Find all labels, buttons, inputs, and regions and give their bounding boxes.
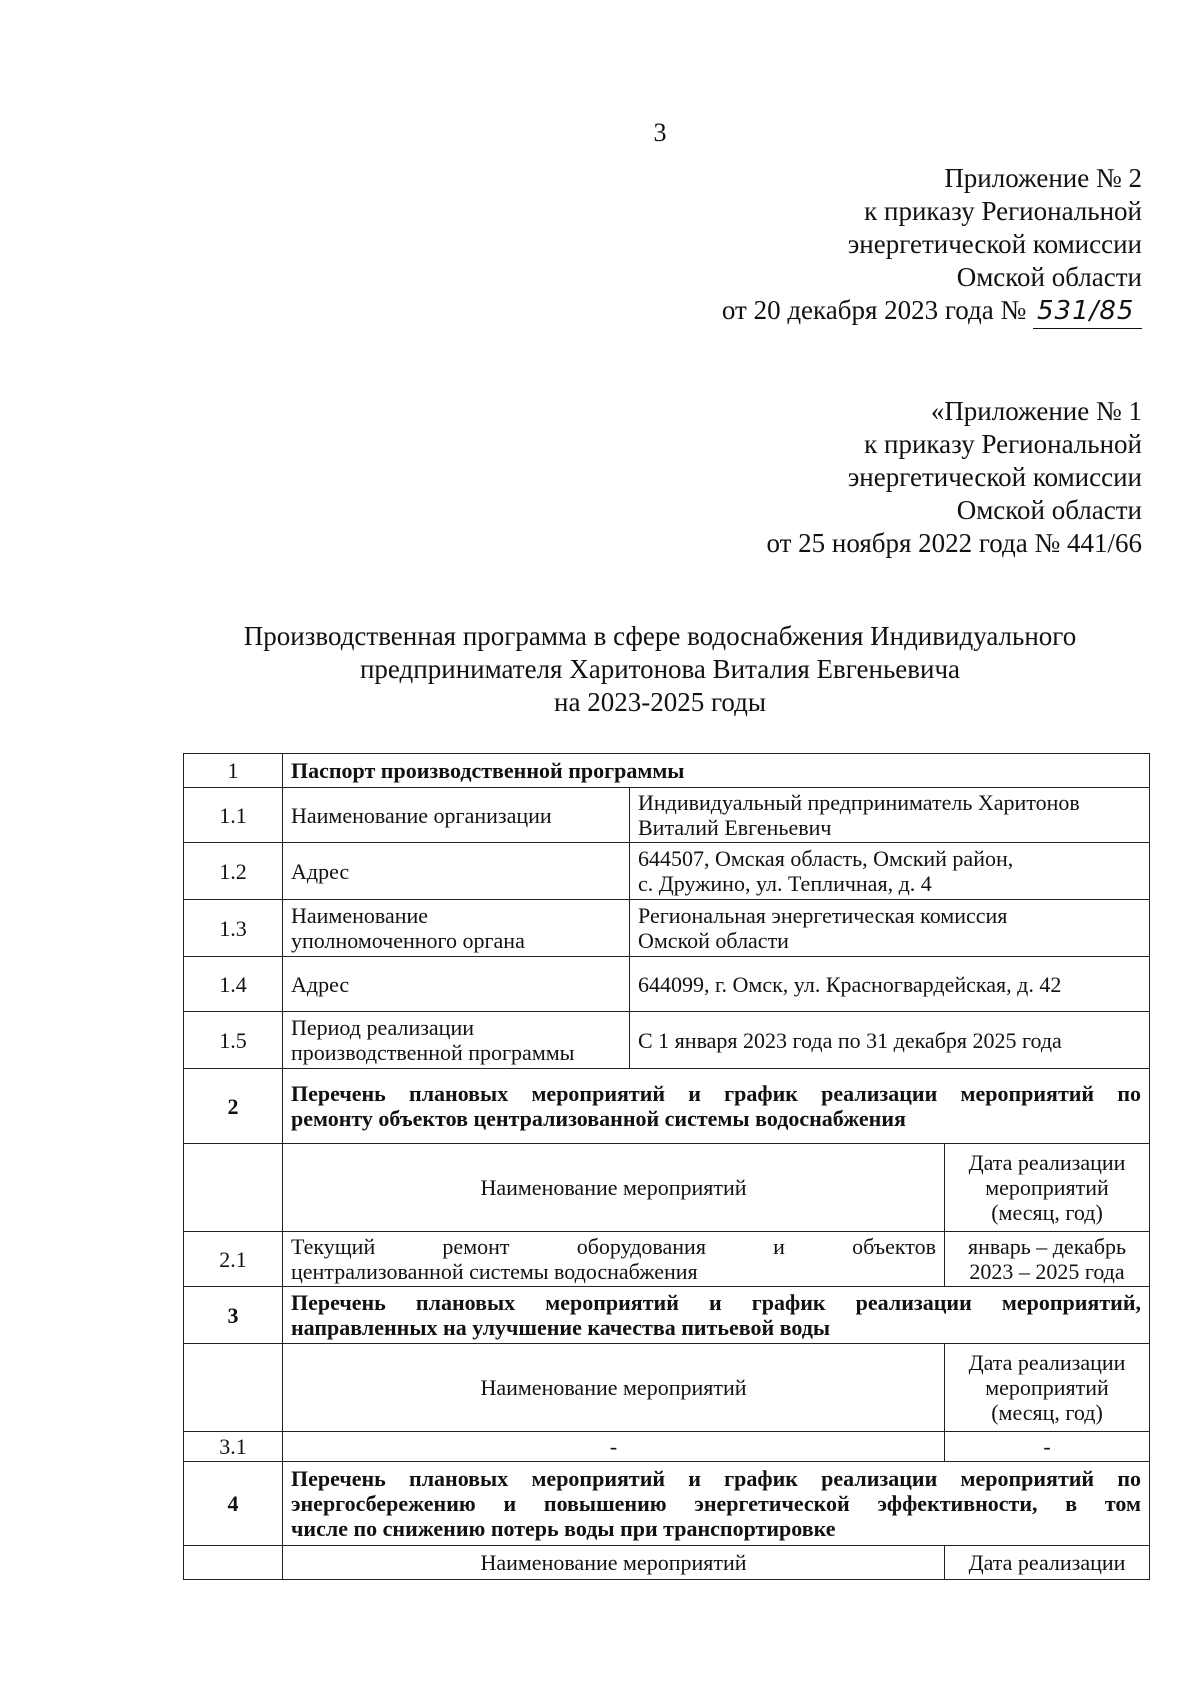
row-value: 644099, г. Омск, ул. Красногвардейская, д. 42 <box>630 957 1150 1012</box>
empty-cell <box>184 1144 283 1232</box>
title-line: Перечень плановых мероприятий и график реализации мероприятий, <box>291 1290 1141 1315</box>
row-value <box>630 900 1150 957</box>
table-row <box>184 1432 1150 1462</box>
section-number: 3 <box>184 1287 283 1344</box>
empty-cell <box>184 1546 283 1580</box>
title-line: числе по снижению потерь воды при транспортировке <box>291 1516 836 1541</box>
annex-prev-date: от 25 ноября 2022 года № 441/66 <box>766 528 1142 558</box>
section-title <box>283 1287 1150 1344</box>
section-title <box>283 1069 1150 1144</box>
section-row-1 <box>184 754 1150 788</box>
table-row <box>184 900 1150 957</box>
label-line: Период реализации <box>291 1015 475 1040</box>
label-line: производственной программы <box>291 1040 575 1065</box>
value-line: Региональная энергетическая комиссия <box>638 903 1008 928</box>
value-line: Индивидуальный предприниматель Харитонов <box>638 790 1080 815</box>
row-label <box>283 1012 630 1069</box>
row-value <box>630 788 1150 843</box>
column-header-name: Наименование мероприятий <box>283 1344 945 1432</box>
title-line-2: предпринимателя Харитонова Виталия Евгеньевича <box>359 654 961 684</box>
column-header-date <box>945 1144 1150 1232</box>
row-label: Адрес <box>283 843 630 900</box>
annex-prev-region: Омской области <box>956 495 1142 525</box>
row-label: Адрес <box>283 957 630 1012</box>
table-row <box>184 843 1150 900</box>
section-title <box>283 1462 1150 1546</box>
title-line: Перечень плановых мероприятий и график реализации мероприятий по <box>291 1081 1141 1106</box>
column-header-date <box>945 1344 1150 1432</box>
annex-prev-commission: энергетической комиссии <box>847 462 1142 492</box>
value-line: 644507, Омская область, Омский район, <box>638 846 1014 871</box>
title-line-3: на 2023-2025 годы <box>554 687 766 717</box>
text-line: централизованной системы водоснабжения <box>291 1259 698 1284</box>
header-line: Дата реализации <box>968 1350 1126 1375</box>
value-line: с. Дружино, ул. Тепличная, д. 4 <box>638 871 932 896</box>
handwritten-order-number: 531/85 <box>1033 295 1142 329</box>
label-line: уполномоченного органа <box>291 928 525 953</box>
activity-date: - <box>945 1432 1150 1462</box>
row-label <box>283 900 630 957</box>
row-number: 1.4 <box>184 957 283 1012</box>
column-header-row <box>184 1546 1150 1580</box>
table-row <box>184 1012 1150 1069</box>
annex-current-heading <box>722 162 1142 329</box>
annex-prev-title: «Приложение № 1 <box>930 396 1142 426</box>
section-row-2 <box>184 1069 1150 1144</box>
row-number: 1.2 <box>184 843 283 900</box>
empty-cell <box>184 1344 283 1432</box>
header-line: (месяц, год) <box>991 1200 1103 1225</box>
row-number: 3.1 <box>184 1432 283 1462</box>
title-line: ремонту объектов централизованной системы водоснабжения <box>291 1106 906 1131</box>
annex-commission: энергетической комиссии <box>847 229 1142 259</box>
annex-date: от 20 декабря 2023 года № <box>721 295 1027 325</box>
title-line-1: Производственная программа в сфере водоснабжения Индивидуального <box>243 621 1077 651</box>
activity-text <box>283 1232 945 1287</box>
date-line: январь – декабрь <box>967 1234 1127 1259</box>
activity-text: - <box>283 1432 945 1462</box>
value-line: Виталий Евгеньевич <box>638 815 832 840</box>
table-row <box>184 1232 1150 1287</box>
activity-date <box>945 1232 1150 1287</box>
annex-region: Омской области <box>956 262 1142 292</box>
annex-date-line <box>722 294 1142 329</box>
section-title: Паспорт производственной программы <box>283 754 1150 788</box>
page-number: 3 <box>653 118 667 147</box>
table-row <box>184 788 1150 843</box>
row-number: 1.3 <box>184 900 283 957</box>
annex-order-ref: к приказу Региональной <box>864 196 1142 226</box>
column-header-name: Наименование мероприятий <box>283 1144 945 1232</box>
row-number: 1.5 <box>184 1012 283 1069</box>
section-number: 4 <box>184 1462 283 1546</box>
section-number: 1 <box>184 754 283 788</box>
header-line: мероприятий <box>985 1175 1109 1200</box>
row-number: 2.1 <box>184 1232 283 1287</box>
header-line: мероприятий <box>985 1375 1109 1400</box>
title-line: Перечень плановых мероприятий и график реализации мероприятий по <box>291 1466 1141 1491</box>
annex-previous-heading <box>766 395 1142 560</box>
column-header-name: Наименование мероприятий <box>283 1546 945 1580</box>
label-line: Наименование <box>291 903 429 928</box>
date-line: 2023 – 2025 года <box>969 1259 1125 1284</box>
title-line: энергосбережению и повышению энергетической эффективности, в том <box>291 1491 1141 1516</box>
title-line: направленных на улучшение качества питьевой воды <box>291 1315 831 1340</box>
row-value <box>630 843 1150 900</box>
section-row-4 <box>184 1462 1150 1546</box>
document-title <box>180 620 1140 719</box>
column-header-date: Дата реализации <box>945 1546 1150 1580</box>
row-label: Наименование организации <box>283 788 630 843</box>
row-number: 1.1 <box>184 788 283 843</box>
annex-prev-order-ref: к приказу Региональной <box>864 429 1142 459</box>
section-number: 2 <box>184 1069 283 1144</box>
row-value: С 1 января 2023 года по 31 декабря 2025 года <box>630 1012 1150 1069</box>
value-line: Омской области <box>638 928 789 953</box>
header-line: Дата реализации <box>968 1150 1126 1175</box>
annex-title: Приложение № 2 <box>944 163 1142 193</box>
column-header-row <box>184 1344 1150 1432</box>
header-line: (месяц, год) <box>991 1400 1103 1425</box>
text-line: Текущий ремонт оборудования и объектов <box>291 1234 936 1259</box>
table-row <box>184 957 1150 1012</box>
column-header-row <box>184 1144 1150 1232</box>
program-table <box>183 753 1150 1580</box>
section-row-3 <box>184 1287 1150 1344</box>
